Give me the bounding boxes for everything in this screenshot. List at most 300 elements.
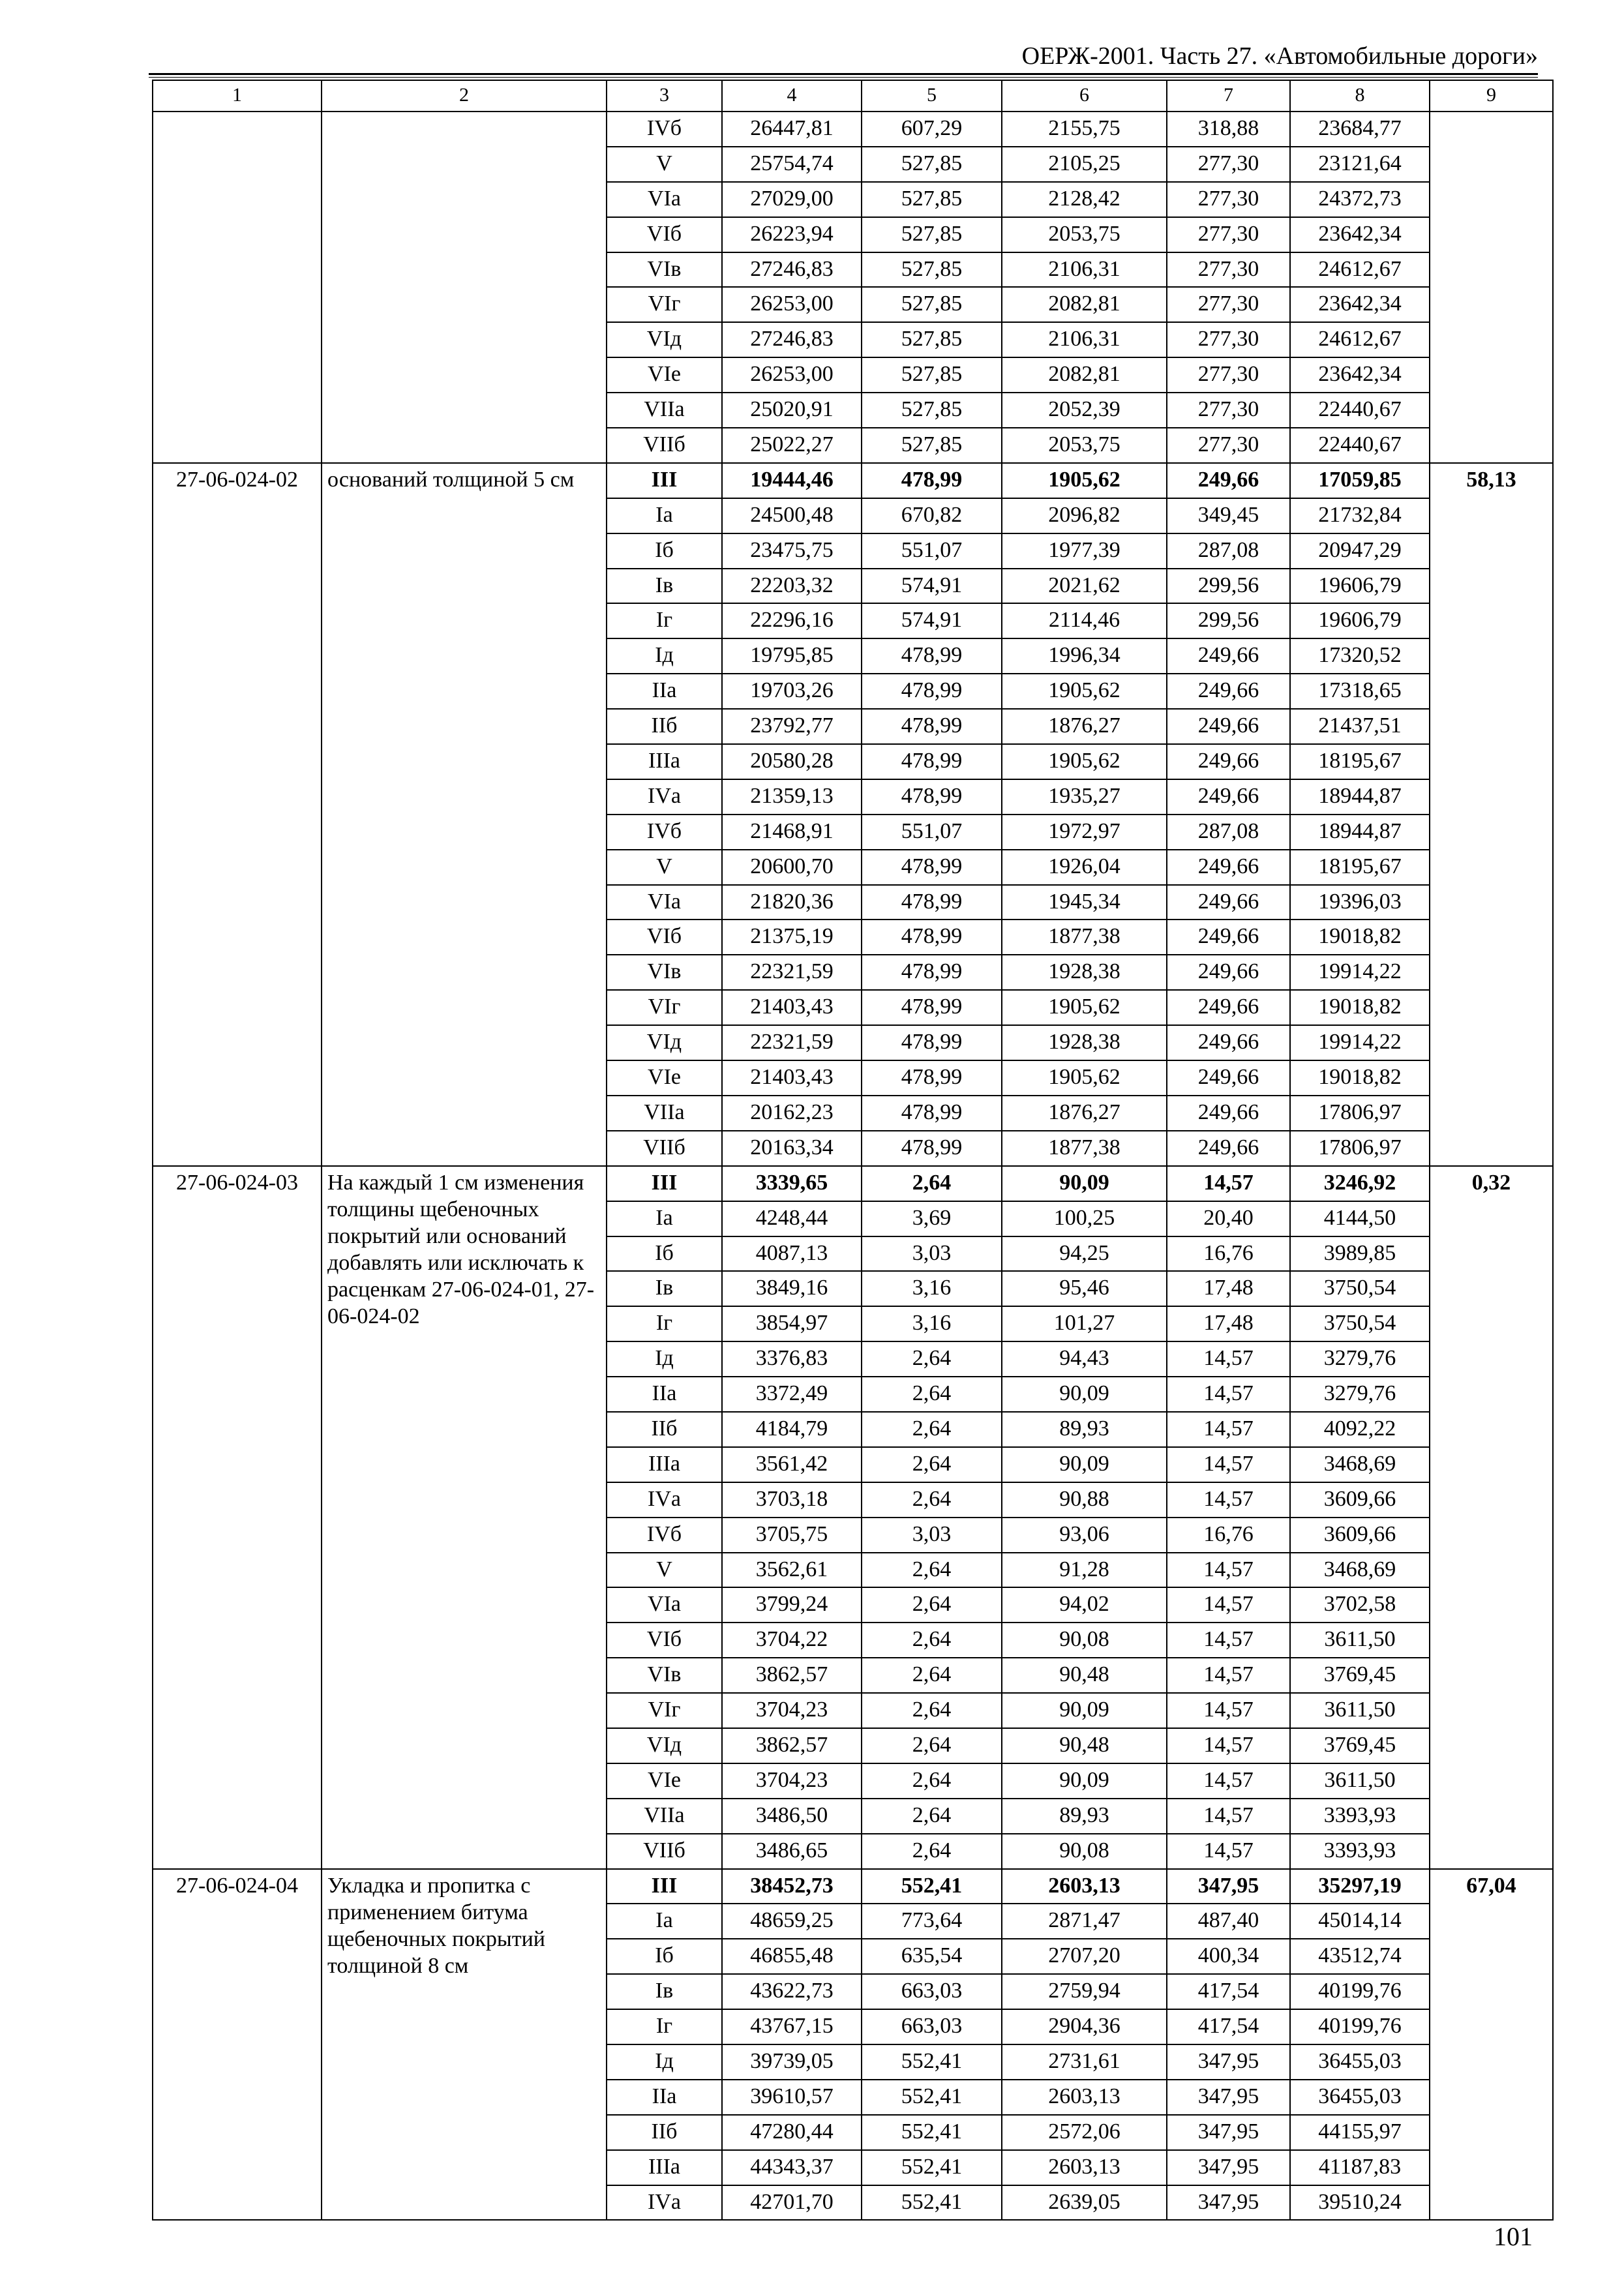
value-cell: 2871,47 — [1002, 1904, 1167, 1939]
value-cell: 90,48 — [1002, 1728, 1167, 1763]
zone-cell: VIIа — [607, 1799, 722, 1834]
value-cell: 3372,49 — [722, 1377, 862, 1412]
value-cell: 3279,76 — [1290, 1341, 1430, 1377]
value-cell: 2603,13 — [1002, 1869, 1167, 1904]
value-cell: 21403,43 — [722, 990, 862, 1025]
value-cell: 36455,03 — [1290, 2080, 1430, 2115]
value-cell: 527,85 — [862, 147, 1002, 182]
value-cell: 1876,27 — [1002, 1096, 1167, 1131]
zone-cell: IIIа — [607, 1447, 722, 1482]
value-cell: 22203,32 — [722, 569, 862, 604]
value-cell: 478,99 — [862, 709, 1002, 744]
value-cell: 14,57 — [1167, 1658, 1290, 1693]
rate-code — [153, 112, 322, 463]
value-cell: 22440,67 — [1290, 428, 1430, 463]
value-cell: 25022,27 — [722, 428, 862, 463]
value-cell: 21468,91 — [722, 815, 862, 850]
value-cell: 3279,76 — [1290, 1377, 1430, 1412]
value-cell: 3989,85 — [1290, 1236, 1430, 1272]
value-cell: 23642,34 — [1290, 287, 1430, 322]
column-number: 1 — [153, 80, 322, 112]
value-cell: 2,64 — [862, 1728, 1002, 1763]
value-cell: 527,85 — [862, 252, 1002, 288]
value-cell: 347,95 — [1167, 2044, 1290, 2080]
value-cell: 2,64 — [862, 1834, 1002, 1869]
value-cell: 2,64 — [862, 1623, 1002, 1658]
value-cell: 277,30 — [1167, 182, 1290, 217]
value-cell: 2082,81 — [1002, 357, 1167, 393]
value-cell: 17320,52 — [1290, 638, 1430, 674]
value-cell: 277,30 — [1167, 147, 1290, 182]
zone-cell: IVб — [607, 1518, 722, 1553]
value-cell: 1877,38 — [1002, 1131, 1167, 1166]
value-cell: 95,46 — [1002, 1271, 1167, 1306]
value-cell: 1905,62 — [1002, 674, 1167, 709]
value-cell: 2759,94 — [1002, 1974, 1167, 2009]
value-cell: 607,29 — [862, 112, 1002, 147]
zone-cell: VIе — [607, 1060, 722, 1096]
zone-cell: Iа — [607, 1201, 722, 1236]
zone-cell: IIб — [607, 1412, 722, 1447]
zone-cell: Iд — [607, 2044, 722, 2080]
value-cell: 20947,29 — [1290, 533, 1430, 569]
value-cell: 48659,25 — [722, 1904, 862, 1939]
zone-cell: V — [607, 147, 722, 182]
value-cell: 574,91 — [862, 569, 1002, 604]
value-cell: 2,64 — [862, 1799, 1002, 1834]
zone-cell: III — [607, 1869, 722, 1904]
value-cell: 552,41 — [862, 2044, 1002, 2080]
value-cell: 19606,79 — [1290, 603, 1430, 638]
value-cell: 22440,67 — [1290, 393, 1430, 428]
value-cell: 2021,62 — [1002, 569, 1167, 604]
value-cell: 22321,59 — [722, 955, 862, 990]
value-cell: 277,30 — [1167, 357, 1290, 393]
value-cell: 90,09 — [1002, 1763, 1167, 1799]
zone-cell: VIг — [607, 287, 722, 322]
value-cell: 2731,61 — [1002, 2044, 1167, 2080]
value-cell: 14,57 — [1167, 1693, 1290, 1728]
value-cell: 1928,38 — [1002, 955, 1167, 990]
value-cell: 21732,84 — [1290, 498, 1430, 533]
value-cell: 249,66 — [1167, 463, 1290, 498]
zone-cell: Iа — [607, 498, 722, 533]
value-cell: 24372,73 — [1290, 182, 1430, 217]
value-cell: 478,99 — [862, 1096, 1002, 1131]
value-cell: 3611,50 — [1290, 1693, 1430, 1728]
value-cell: 478,99 — [862, 638, 1002, 674]
value-cell: 3376,83 — [722, 1341, 862, 1377]
value-cell: 3769,45 — [1290, 1728, 1430, 1763]
zone-cell: IIIа — [607, 2150, 722, 2185]
value-cell: 1935,27 — [1002, 779, 1167, 815]
rate-code: 27-06-024-02 — [153, 463, 322, 1166]
value-cell: 14,57 — [1167, 1341, 1290, 1377]
value-cell: 3339,65 — [722, 1166, 862, 1201]
value-cell: 2707,20 — [1002, 1939, 1167, 1974]
zone-cell: IIа — [607, 1377, 722, 1412]
value-cell: 2053,75 — [1002, 428, 1167, 463]
value-cell: 44155,97 — [1290, 2115, 1430, 2150]
value-cell: 47280,44 — [722, 2115, 862, 2150]
value-cell: 14,57 — [1167, 1587, 1290, 1623]
value-cell: 3705,75 — [722, 1518, 862, 1553]
value-cell: 1905,62 — [1002, 744, 1167, 779]
value-cell: 19914,22 — [1290, 1025, 1430, 1060]
value-cell: 3704,22 — [722, 1623, 862, 1658]
value-cell: 19795,85 — [722, 638, 862, 674]
column-number: 2 — [322, 80, 607, 112]
value-cell: 39739,05 — [722, 2044, 862, 2080]
value-cell: 90,09 — [1002, 1377, 1167, 1412]
value-cell: 3609,66 — [1290, 1482, 1430, 1518]
value-cell: 2052,39 — [1002, 393, 1167, 428]
value-cell: 100,25 — [1002, 1201, 1167, 1236]
value-cell: 249,66 — [1167, 955, 1290, 990]
value-cell: 478,99 — [862, 990, 1002, 1025]
value-cell: 2,64 — [862, 1693, 1002, 1728]
value-cell: 19444,46 — [722, 463, 862, 498]
value-cell: 25754,74 — [722, 147, 862, 182]
value-cell: 3702,58 — [1290, 1587, 1430, 1623]
rate-code: 27-06-024-03 — [153, 1166, 322, 1869]
value-cell: 2639,05 — [1002, 2185, 1167, 2221]
value-cell: 26447,81 — [722, 112, 862, 147]
value-cell: 417,54 — [1167, 1974, 1290, 2009]
zone-cell: VIа — [607, 182, 722, 217]
value-cell: 44343,37 — [722, 2150, 862, 2185]
labor-cost: 0,32 — [1430, 1166, 1553, 1869]
value-cell: 773,64 — [862, 1904, 1002, 1939]
labor-cost: 67,04 — [1430, 1869, 1553, 2221]
zone-cell: IIIа — [607, 744, 722, 779]
value-cell: 3,69 — [862, 1201, 1002, 1236]
zone-cell: IIа — [607, 674, 722, 709]
value-cell: 527,85 — [862, 182, 1002, 217]
value-cell: 1905,62 — [1002, 463, 1167, 498]
zone-cell: VIд — [607, 322, 722, 357]
value-cell: 3849,16 — [722, 1271, 862, 1306]
zone-cell: Iд — [607, 1341, 722, 1377]
value-cell: 3703,18 — [722, 1482, 862, 1518]
value-cell: 249,66 — [1167, 709, 1290, 744]
zone-cell: VIе — [607, 1763, 722, 1799]
price-table — [152, 80, 1554, 2221]
value-cell: 21437,51 — [1290, 709, 1430, 744]
value-cell: 89,93 — [1002, 1412, 1167, 1447]
value-cell: 2,64 — [862, 1553, 1002, 1588]
value-cell: 3750,54 — [1290, 1271, 1430, 1306]
value-cell: 22296,16 — [722, 603, 862, 638]
zone-cell: VIв — [607, 955, 722, 990]
value-cell: 2,64 — [862, 1341, 1002, 1377]
value-cell: 478,99 — [862, 885, 1002, 920]
value-cell: 93,06 — [1002, 1518, 1167, 1553]
zone-cell: IIб — [607, 2115, 722, 2150]
zone-cell: IVб — [607, 815, 722, 850]
value-cell: 14,57 — [1167, 1799, 1290, 1834]
value-cell: 19018,82 — [1290, 990, 1430, 1025]
value-cell: 4087,13 — [722, 1236, 862, 1272]
value-cell: 4248,44 — [722, 1201, 862, 1236]
zone-cell: VIб — [607, 217, 722, 252]
zone-cell: IIб — [607, 709, 722, 744]
value-cell: 249,66 — [1167, 1025, 1290, 1060]
value-cell: 42701,70 — [722, 2185, 862, 2221]
value-cell: 4092,22 — [1290, 1412, 1430, 1447]
value-cell: 26253,00 — [722, 357, 862, 393]
zone-cell: Iб — [607, 533, 722, 569]
page-header: ОЕРЖ-2001. Часть 27. «Автомобильные дороги» — [1021, 42, 1538, 70]
value-cell: 3704,23 — [722, 1763, 862, 1799]
value-cell: 26223,94 — [722, 217, 862, 252]
value-cell: 527,85 — [862, 428, 1002, 463]
value-cell: 94,43 — [1002, 1341, 1167, 1377]
value-cell: 14,57 — [1167, 1553, 1290, 1588]
value-cell: 14,57 — [1167, 1166, 1290, 1201]
value-cell: 478,99 — [862, 1131, 1002, 1166]
zone-cell: Iг — [607, 603, 722, 638]
zone-cell: Iв — [607, 1271, 722, 1306]
zone-cell: IIа — [607, 2080, 722, 2115]
zone-cell: III — [607, 463, 722, 498]
value-cell: 90,09 — [1002, 1693, 1167, 1728]
value-cell: 3609,66 — [1290, 1518, 1430, 1553]
value-cell: 14,57 — [1167, 1482, 1290, 1518]
value-cell: 3611,50 — [1290, 1623, 1430, 1658]
value-cell: 3611,50 — [1290, 1763, 1430, 1799]
value-cell: 2096,82 — [1002, 498, 1167, 533]
value-cell: 318,88 — [1167, 112, 1290, 147]
value-cell: 90,48 — [1002, 1658, 1167, 1693]
value-cell: 14,57 — [1167, 1834, 1290, 1869]
value-cell: 40199,76 — [1290, 1974, 1430, 2009]
value-cell: 3246,92 — [1290, 1166, 1430, 1201]
value-cell: 2,64 — [862, 1166, 1002, 1201]
zone-cell: V — [607, 1553, 722, 1588]
labor-cost — [1430, 112, 1553, 463]
value-cell: 4184,79 — [722, 1412, 862, 1447]
zone-cell: VIа — [607, 885, 722, 920]
value-cell: 2603,13 — [1002, 2150, 1167, 2185]
value-cell: 287,08 — [1167, 815, 1290, 850]
value-cell: 18944,87 — [1290, 815, 1430, 850]
value-cell: 2106,31 — [1002, 252, 1167, 288]
zone-cell: IVб — [607, 112, 722, 147]
value-cell: 24612,67 — [1290, 322, 1430, 357]
value-cell: 277,30 — [1167, 322, 1290, 357]
value-cell: 14,57 — [1167, 1377, 1290, 1412]
work-description — [322, 112, 607, 463]
work-description: оснований толщиной 5 см — [322, 463, 607, 1166]
value-cell: 670,82 — [862, 498, 1002, 533]
value-cell: 14,57 — [1167, 1763, 1290, 1799]
value-cell: 635,54 — [862, 1939, 1002, 1974]
value-cell: 527,85 — [862, 357, 1002, 393]
value-cell: 249,66 — [1167, 990, 1290, 1025]
value-cell: 552,41 — [862, 2185, 1002, 2221]
value-cell: 249,66 — [1167, 674, 1290, 709]
column-number: 4 — [722, 80, 862, 112]
value-cell: 1876,27 — [1002, 709, 1167, 744]
zone-cell: VIIа — [607, 1096, 722, 1131]
value-cell: 2904,36 — [1002, 2009, 1167, 2044]
value-cell: 1926,04 — [1002, 850, 1167, 885]
zone-cell: Iа — [607, 1904, 722, 1939]
value-cell: 277,30 — [1167, 428, 1290, 463]
value-cell: 478,99 — [862, 463, 1002, 498]
column-number-row — [153, 80, 1553, 112]
value-cell: 19703,26 — [722, 674, 862, 709]
value-cell: 20162,23 — [722, 1096, 862, 1131]
value-cell: 249,66 — [1167, 779, 1290, 815]
value-cell: 20163,34 — [722, 1131, 862, 1166]
work-description: На каждый 1 см изменения толщины щебеночных покрытий или оснований добавлять или исключать к расценкам 27-06-024-01, 27-06-024-02 — [322, 1166, 607, 1869]
value-cell: 23684,77 — [1290, 112, 1430, 147]
table-row — [153, 112, 1553, 147]
value-cell: 20600,70 — [722, 850, 862, 885]
value-cell: 43622,73 — [722, 1974, 862, 2009]
value-cell: 249,66 — [1167, 1060, 1290, 1096]
value-cell: 21403,43 — [722, 1060, 862, 1096]
value-cell: 21359,13 — [722, 779, 862, 815]
rate-code: 27-06-024-04 — [153, 1869, 322, 2221]
zone-cell: IVа — [607, 2185, 722, 2221]
value-cell: 3769,45 — [1290, 1658, 1430, 1693]
zone-cell: VIб — [607, 1623, 722, 1658]
value-cell: 94,02 — [1002, 1587, 1167, 1623]
value-cell: 14,57 — [1167, 1447, 1290, 1482]
value-cell: 3393,93 — [1290, 1834, 1430, 1869]
value-cell: 3854,97 — [722, 1306, 862, 1341]
value-cell: 17806,97 — [1290, 1096, 1430, 1131]
value-cell: 3468,69 — [1290, 1447, 1430, 1482]
value-cell: 249,66 — [1167, 744, 1290, 779]
value-cell: 2,64 — [862, 1447, 1002, 1482]
value-cell: 299,56 — [1167, 603, 1290, 638]
value-cell: 23792,77 — [722, 709, 862, 744]
zone-cell: VIIб — [607, 1131, 722, 1166]
zone-cell: VIд — [607, 1728, 722, 1763]
value-cell: 3862,57 — [722, 1658, 862, 1693]
value-cell: 277,30 — [1167, 287, 1290, 322]
value-cell: 19914,22 — [1290, 955, 1430, 990]
value-cell: 43512,74 — [1290, 1939, 1430, 1974]
value-cell: 478,99 — [862, 1025, 1002, 1060]
value-cell: 101,27 — [1002, 1306, 1167, 1341]
value-cell: 3562,61 — [722, 1553, 862, 1588]
value-cell: 24612,67 — [1290, 252, 1430, 288]
value-cell: 24500,48 — [722, 498, 862, 533]
value-cell: 45014,14 — [1290, 1904, 1430, 1939]
table-row — [153, 1166, 1553, 1201]
value-cell: 19018,82 — [1290, 920, 1430, 955]
value-cell: 27246,83 — [722, 322, 862, 357]
value-cell: 3799,24 — [722, 1587, 862, 1623]
value-cell: 417,54 — [1167, 2009, 1290, 2044]
value-cell: 478,99 — [862, 674, 1002, 709]
work-description: Укладка и пропитка с применением битума щебеночных покрытий толщиной 8 см — [322, 1869, 607, 2221]
value-cell: 18195,67 — [1290, 744, 1430, 779]
zone-cell: VIIб — [607, 428, 722, 463]
value-cell: 2082,81 — [1002, 287, 1167, 322]
value-cell: 17318,65 — [1290, 674, 1430, 709]
zone-cell: IVа — [607, 1482, 722, 1518]
value-cell: 400,34 — [1167, 1939, 1290, 1974]
column-number: 8 — [1290, 80, 1430, 112]
value-cell: 17806,97 — [1290, 1131, 1430, 1166]
value-cell: 21375,19 — [722, 920, 862, 955]
value-cell: 14,57 — [1167, 1623, 1290, 1658]
value-cell: 43767,15 — [722, 2009, 862, 2044]
value-cell: 41187,83 — [1290, 2150, 1430, 2185]
value-cell: 3,16 — [862, 1271, 1002, 1306]
value-cell: 2,64 — [862, 1763, 1002, 1799]
zone-cell: VIIа — [607, 393, 722, 428]
value-cell: 89,93 — [1002, 1799, 1167, 1834]
value-cell: 1972,97 — [1002, 815, 1167, 850]
value-cell: 552,41 — [862, 2150, 1002, 2185]
column-number: 3 — [607, 80, 722, 112]
zone-cell: Iв — [607, 1974, 722, 2009]
value-cell: 23642,34 — [1290, 217, 1430, 252]
value-cell: 249,66 — [1167, 1096, 1290, 1131]
value-cell: 90,08 — [1002, 1623, 1167, 1658]
value-cell: 552,41 — [862, 2080, 1002, 2115]
value-cell: 91,28 — [1002, 1553, 1167, 1588]
value-cell: 25020,91 — [722, 393, 862, 428]
value-cell: 663,03 — [862, 2009, 1002, 2044]
value-cell: 1977,39 — [1002, 533, 1167, 569]
value-cell: 3393,93 — [1290, 1799, 1430, 1834]
value-cell: 1996,34 — [1002, 638, 1167, 674]
value-cell: 17,48 — [1167, 1306, 1290, 1341]
value-cell: 2,64 — [862, 1377, 1002, 1412]
zone-cell: VIа — [607, 1587, 722, 1623]
value-cell: 249,66 — [1167, 885, 1290, 920]
value-cell: 1945,34 — [1002, 885, 1167, 920]
value-cell: 3,16 — [862, 1306, 1002, 1341]
value-cell: 478,99 — [862, 920, 1002, 955]
value-cell: 39610,57 — [722, 2080, 862, 2115]
zone-cell: IVа — [607, 779, 722, 815]
value-cell: 527,85 — [862, 287, 1002, 322]
value-cell: 27246,83 — [722, 252, 862, 288]
value-cell: 1905,62 — [1002, 990, 1167, 1025]
value-cell: 287,08 — [1167, 533, 1290, 569]
value-cell: 527,85 — [862, 217, 1002, 252]
value-cell: 249,66 — [1167, 1131, 1290, 1166]
table-row — [153, 463, 1553, 498]
value-cell: 478,99 — [862, 1060, 1002, 1096]
zone-cell: VIе — [607, 357, 722, 393]
zone-cell: III — [607, 1166, 722, 1201]
value-cell: 3750,54 — [1290, 1306, 1430, 1341]
value-cell: 3486,65 — [722, 1834, 862, 1869]
value-cell: 2105,25 — [1002, 147, 1167, 182]
value-cell: 2,64 — [862, 1412, 1002, 1447]
zone-cell: Iб — [607, 1236, 722, 1272]
value-cell: 552,41 — [862, 1869, 1002, 1904]
column-number: 9 — [1430, 80, 1553, 112]
value-cell: 249,66 — [1167, 850, 1290, 885]
value-cell: 23475,75 — [722, 533, 862, 569]
value-cell: 249,66 — [1167, 920, 1290, 955]
column-number: 5 — [862, 80, 1002, 112]
value-cell: 35297,19 — [1290, 1869, 1430, 1904]
value-cell: 574,91 — [862, 603, 1002, 638]
value-cell: 2,64 — [862, 1482, 1002, 1518]
